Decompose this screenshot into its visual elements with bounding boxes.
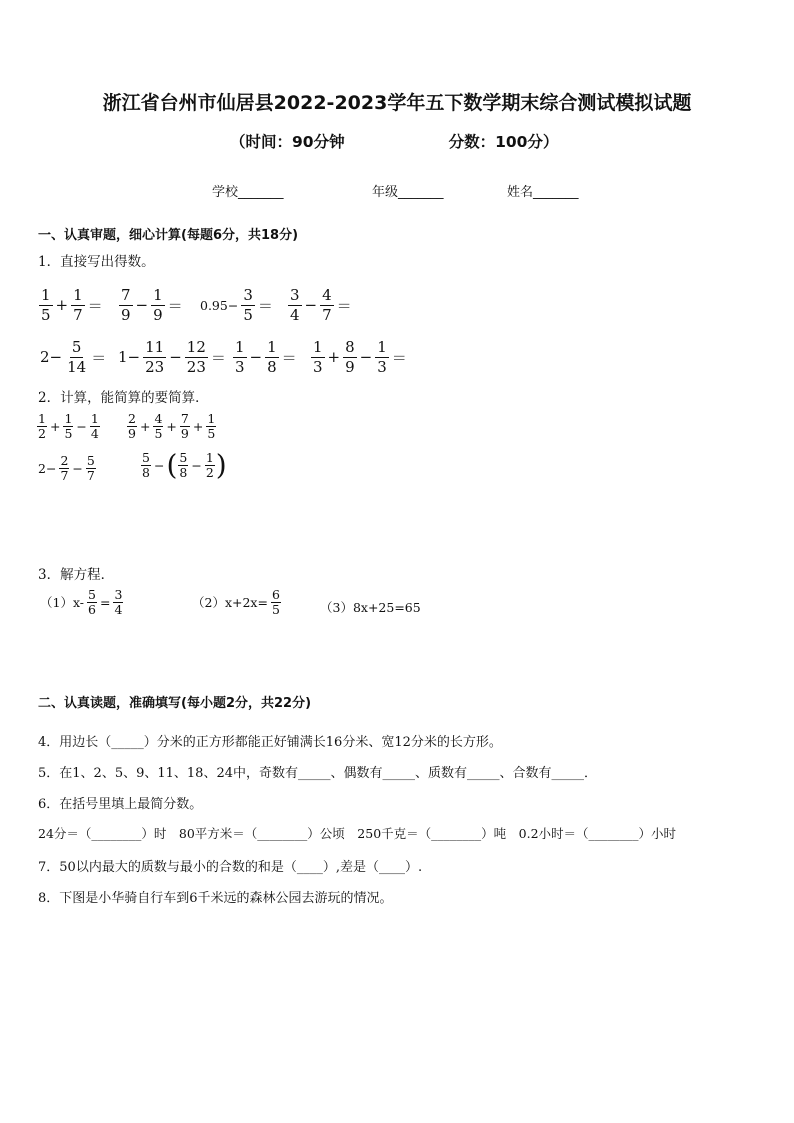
- section-1-heading: 一、认真审题，细心计算(每题6分，共18分): [38, 228, 299, 243]
- q2-expression-3: 2− $\frac{2}{7}$ − $\frac{5}{7}$: [38, 453, 95, 483]
- q1-expression-1: $\frac{1}{5}$ + $\frac{1}{7}$ ＝: [41, 286, 103, 324]
- page-title: 浙江省台州市仙居县2022-2023学年五下数学期末综合测试模拟试题: [102, 92, 692, 114]
- name-field[interactable]: 姓名_______: [507, 185, 579, 200]
- exam-meta: [230, 130, 558, 152]
- equation-3: （3）8x+25=65: [320, 600, 421, 615]
- question-2: 2．计算，能简算的要简算．: [38, 390, 209, 406]
- q1-expression-2: $\frac{7}{9}$ − $\frac{1}{9}$ ＝: [121, 286, 183, 324]
- school-field[interactable]: 学校_______: [212, 185, 284, 200]
- question-6: 6．在括号里填上最简分数。: [38, 797, 203, 812]
- q2-expression-1: $\frac{1}{2}$ + $\frac{1}{5}$ − $\frac{1}{4}$: [38, 411, 99, 441]
- section-2-heading: 二、认真读题，准确填写(每小题2分，共22分): [38, 696, 312, 711]
- q1-expression-8: $\frac{1}{3}$ + $\frac{8}{9}$ − $\frac{1}{3}$ ＝: [313, 338, 407, 376]
- q1-expression-7: $\frac{1}{3}$ − $\frac{1}{8}$ ＝: [235, 338, 297, 376]
- question-8: 8．下图是小华骑自行车到6千米远的森林公园去游玩的情况。: [38, 891, 393, 906]
- equation-2-prefix: （2）x+2x=: [192, 595, 268, 611]
- equation-1: （1）x- $\frac{5}{6}$ = $\frac{3}{4}$: [40, 587, 123, 617]
- question-5: 5．在1、2、5、9、11、18、24中，奇数有_____、偶数有_____、质数有_____、合数有_____．: [38, 766, 597, 781]
- equation-2: （2）x+2x= $\frac{6}{5}$: [192, 587, 280, 617]
- q1-expression-3: 0.95− $\frac{3}{5}$ ＝: [200, 286, 273, 324]
- q1-expression-6: 1− $\frac{11}{23}$ − $\frac{12}{23}$ ＝: [118, 338, 226, 376]
- question-4: 4．用边长（_____）分米的正方形都能正好铺满长16分米、宽12分米的长方形。: [38, 735, 502, 750]
- q2-expression-2: $\frac{2}{9}$ + $\frac{4}{5}$ + $\frac{7}{9}$ + $\frac{1}{5}$: [128, 411, 216, 441]
- question-3: 3．解方程．: [38, 567, 115, 583]
- equation-1-prefix: （1）x-: [40, 595, 85, 611]
- question-7: 7．50以内最大的质数与最小的合数的和是（____）,差是（____）.: [38, 860, 423, 875]
- q1-expression-5: 2− $\frac{5}{14}$ ＝: [40, 338, 107, 376]
- q1-expression-4: $\frac{3}{4}$ − $\frac{4}{7}$ ＝: [290, 286, 352, 324]
- grade-field[interactable]: 年级_______: [372, 185, 444, 200]
- total-score: 分数：100分）: [448, 133, 559, 151]
- question-1: 1．直接写出得数。: [38, 254, 155, 270]
- time-limit: （时间：90分钟: [230, 133, 345, 151]
- question-6-blanks: 24分＝（________）时 80平方米＝（________）公顷 250千克＝（________）吨 0.2小时＝（________）小时: [38, 826, 677, 841]
- q2-expression-4: $\frac{5}{8}$ −( $\frac{5}{8}$ − $\frac{1}{2}$ ): [142, 448, 227, 482]
